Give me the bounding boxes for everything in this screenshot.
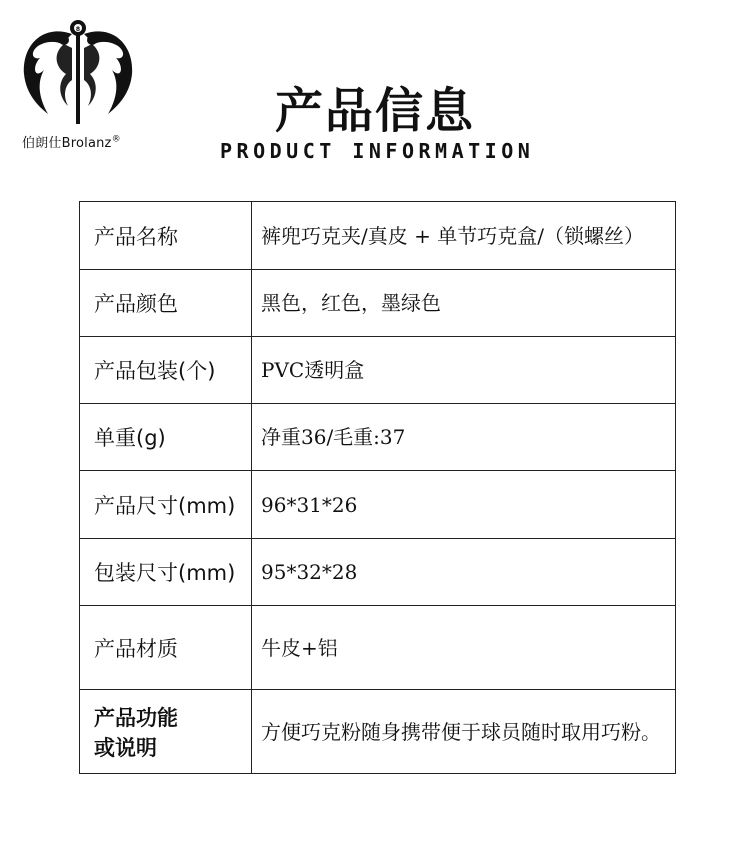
table-row bbox=[80, 202, 676, 270]
table-row bbox=[80, 471, 676, 539]
table-row bbox=[80, 690, 676, 774]
row-label-function: 产品功能或说明 bbox=[80, 690, 252, 774]
row-label-package-size: 包装尺寸(mm) bbox=[80, 539, 252, 606]
table-row bbox=[80, 337, 676, 404]
page-title: 产品信息 bbox=[274, 83, 475, 139]
row-value-product-size: 96*31*26 bbox=[252, 471, 676, 539]
product-info-table bbox=[79, 201, 676, 774]
row-label-product-size: 产品尺寸(mm) bbox=[80, 471, 252, 539]
row-value-product-name: 裤兜巧克夹/真皮 + 单节巧克盒/（锁螺丝） bbox=[252, 202, 676, 270]
row-value-weight: 净重36/毛重:37 bbox=[252, 404, 676, 471]
row-label-color: 产品颜色 bbox=[80, 270, 252, 337]
table-row bbox=[80, 539, 676, 606]
row-value-package-size: 95*32*28 bbox=[252, 539, 676, 606]
table-row bbox=[80, 270, 676, 337]
svg-text:8: 8 bbox=[75, 26, 81, 33]
row-label-packaging: 产品包装(个) bbox=[80, 337, 252, 404]
table-row bbox=[80, 404, 676, 471]
row-label-weight: 单重(g) bbox=[80, 404, 252, 471]
row-label-material: 产品材质 bbox=[80, 606, 252, 690]
row-label-product-name: 产品名称 bbox=[80, 202, 252, 270]
row-value-packaging: PVC透明盒 bbox=[252, 337, 676, 404]
page-subtitle: PRODUCT INFORMATION bbox=[220, 139, 535, 163]
row-value-function: 方便巧克粉随身携带便于球员随时取用巧粉。 bbox=[252, 690, 676, 774]
row-value-material: 牛皮+铝 bbox=[252, 606, 676, 690]
row-value-color: 黑色，红色，墨绿色 bbox=[252, 270, 676, 337]
logo-brand-name: 伯朗仕Brolanz® bbox=[22, 134, 121, 151]
table-row bbox=[80, 606, 676, 690]
